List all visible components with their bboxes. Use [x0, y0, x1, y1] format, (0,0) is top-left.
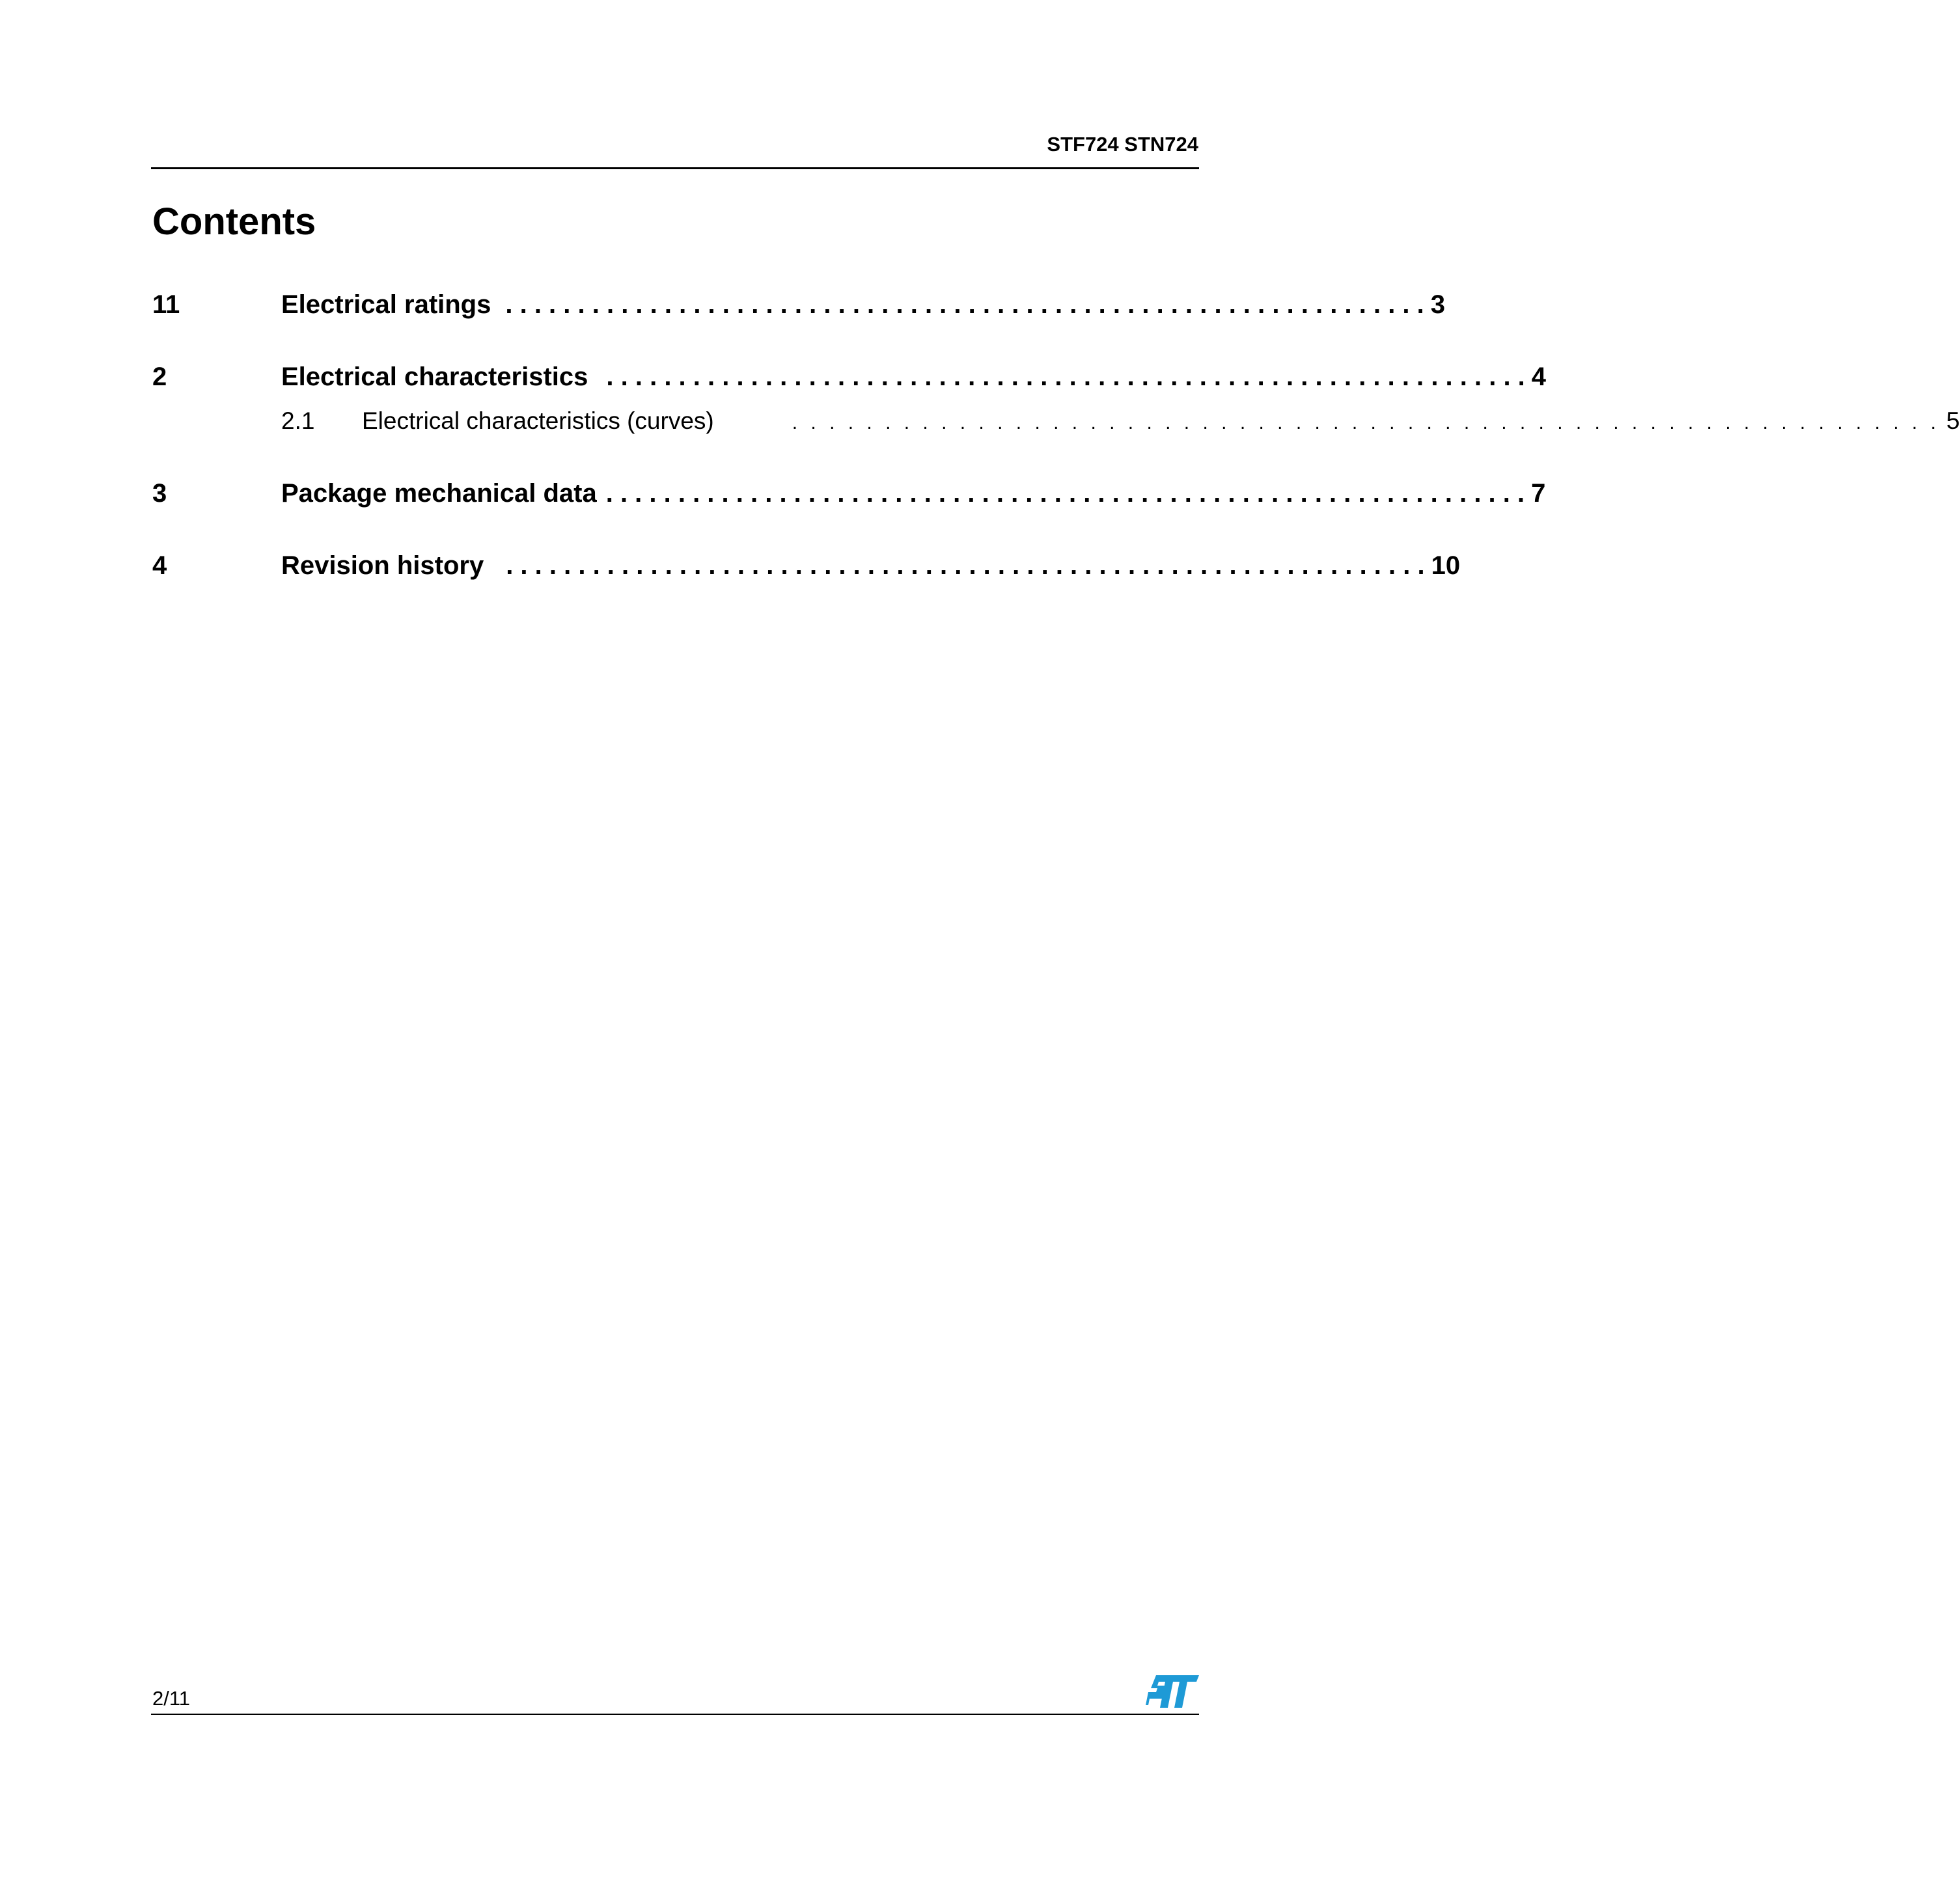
toc-dot-leader: . . . . . . . . . . . . . . . . . . . . . . . . . . . . . . . . . . . . . . . . . . . . . . . . . . . . . . . . . . . . . . . .	[605, 479, 1525, 508]
toc-entry-page[interactable]: 10	[1431, 551, 1461, 580]
toc-entry-number: 4	[152, 551, 167, 580]
toc-entry-page[interactable]: 4	[1531, 363, 1547, 391]
toc-entry-number: 2	[152, 363, 167, 391]
toc-entry-electrical-characteristics-curves[interactable]	[151, 405, 1960, 437]
footer-page-number: 2/11	[152, 1687, 191, 1710]
st-logo-icon	[1146, 1675, 1199, 1708]
toc-entry-title[interactable]: Revision history	[281, 551, 484, 580]
toc-entry-page[interactable]: 3	[1430, 290, 1446, 319]
toc-entry-title[interactable]: Electrical characteristics	[281, 363, 588, 391]
toc-dot-leader: . . . . . . . . . . . . . . . . . . . . . . . . . . . . . . . . . . . . . . . . . . . . . . . . . . . . . . . . . . . . . . . .	[606, 363, 1525, 391]
toc-entry-title[interactable]: Electrical ratings	[281, 290, 491, 319]
toc-entry-number: 2.1	[281, 407, 315, 434]
toc-dot-leader: . . . . . . . . . . . . . . . . . . . . . . . . . . . . . . . . . . . . . . . . . . . . . . . . . . . . . . . . . . . . . . . .	[505, 290, 1424, 319]
toc-entry-page[interactable]: 5	[1946, 407, 1960, 434]
footer-rule	[151, 1714, 1199, 1715]
toc-entry-title[interactable]: Electrical characteristics (curves)	[362, 407, 714, 434]
toc-entry-page[interactable]: 7	[1531, 479, 1546, 508]
header-doc-title: STF724 STN724	[1047, 133, 1198, 156]
header-rule	[151, 167, 1199, 169]
toc-entry-electrical-ratings[interactable]	[151, 288, 1446, 321]
contents-heading: Contents	[152, 200, 316, 243]
toc-entry-number: 3	[152, 479, 167, 508]
toc-entry-title[interactable]: Package mechanical data	[281, 479, 597, 508]
toc-entry-electrical-characteristics[interactable]	[151, 361, 1547, 393]
toc-entry-package-mechanical-data[interactable]	[151, 477, 1546, 510]
toc-dot-leader: . . . . . . . . . . . . . . . . . . . . . . . . . . . . . . . . . . . . . . . . . . . . . . . . . . . . . . . . . . . . . .	[792, 412, 1940, 433]
toc-dot-leader: . . . . . . . . . . . . . . . . . . . . . . . . . . . . . . . . . . . . . . . . . . . . . . . . . . . . . . . . . . . . . . . .	[506, 551, 1425, 580]
toc-entry-number: 11	[152, 290, 180, 319]
toc-entry-revision-history[interactable]	[151, 549, 1461, 582]
